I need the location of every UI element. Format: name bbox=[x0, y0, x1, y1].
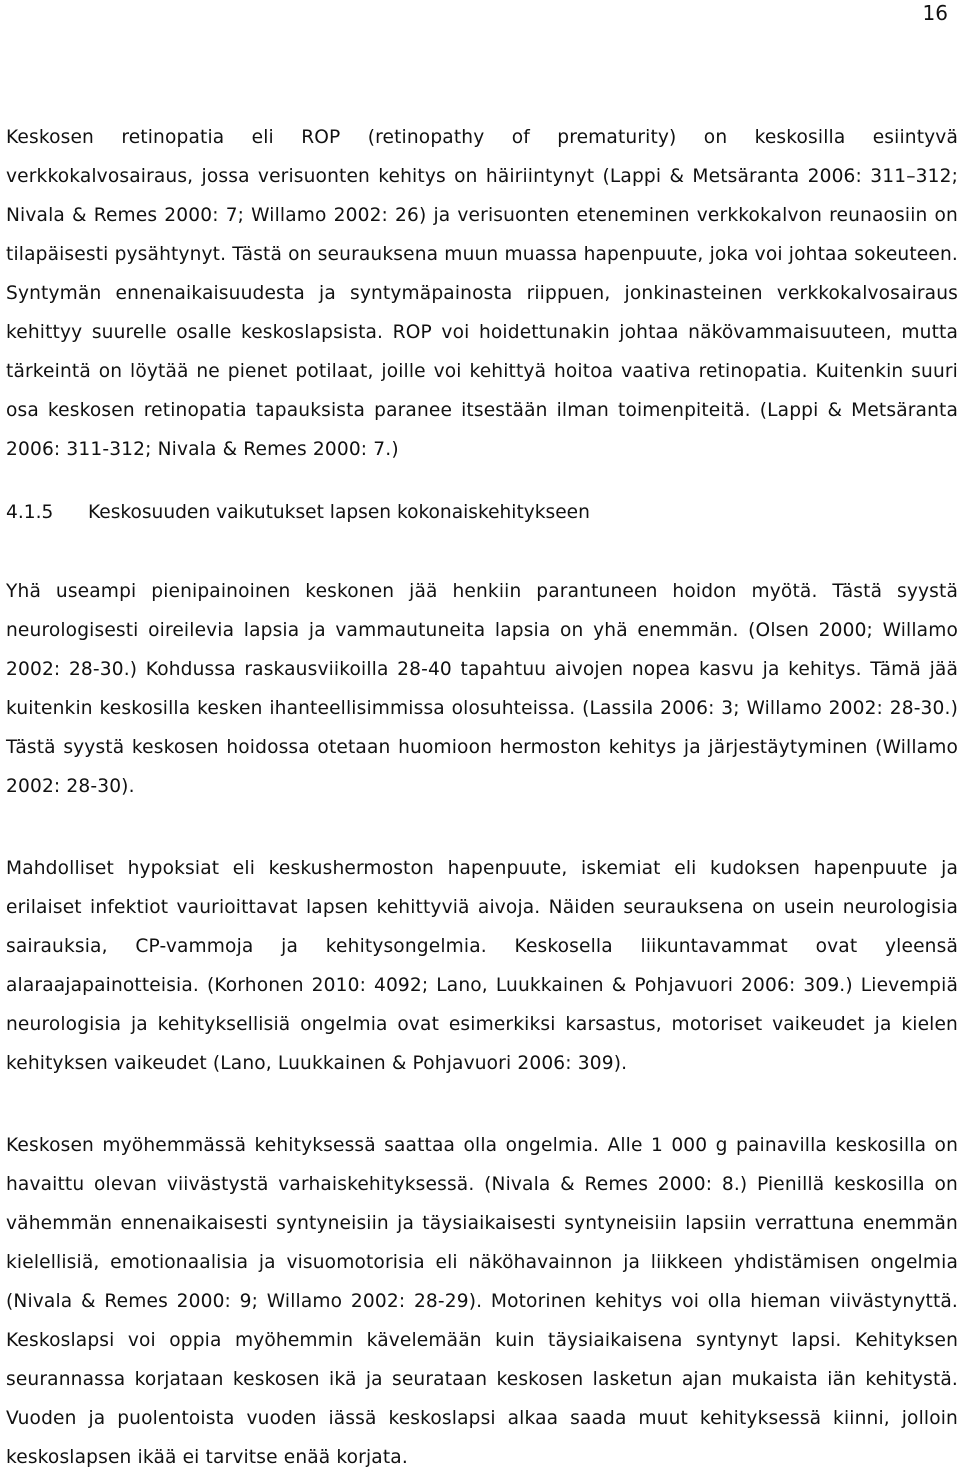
spacer bbox=[6, 532, 958, 572]
spacer bbox=[6, 469, 958, 493]
section-heading bbox=[6, 493, 958, 532]
page-number: 16 bbox=[922, 1, 948, 25]
spacer bbox=[6, 806, 958, 849]
page-content bbox=[6, 118, 958, 1477]
paragraph-rop: Keskosen retinopatia eli ROP (retinopathy of prematurity) on keskosilla esiintyvä verkkokalvosairaus, jossa verisuonten kehitys on häiriintynyt (Lappi & Metsäranta 2006: 311–312; Nivala & Remes 2000: 7; Willamo 2002: 26) ja verisuonten eteneminen verkkokalvon reunaosiin on tilapäisesti pysähtynyt. Tästä on seurauksena muun muassa hapenpuute, joka voi johtaa sokeuteen. Syntymän ennenaikaisuudesta ja syntymäpainosta riippuen, jonkinasteinen verkkokalvosairaus kehittyy suurelle osalle keskoslapsista. ROP voi hoidettunakin johtaa näkövammaisuuteen, mutta tärkeintä on löytää ne pienet potilaat, joille voi kehittyä hoitoa vaativa retinopatia. Kuitenkin suuri osa keskosen retinopatia tapauksista paranee itsestään ilman toimenpiteitä. (Lappi & Metsäranta 2006: 311-312; Nivala & Remes 2000: 7.) bbox=[6, 127, 958, 460]
paragraph-hypoxia: Mahdolliset hypoksiat eli keskushermoston hapenpuute, iskemiat eli kudoksen hapenpuute ja erilaiset infektiot vaurioittavat lapsen kehittyviä aivoja. Näiden seurauksena on usein neurologisia sairauksia, CP-vammoja ja kehitysongelmia. Keskosella liikuntavammat ovat yleensä alaraajapainotteisia. (Korhonen 2010: 4092; Lano, Luukkainen & Pohjavuori 2006: 309.) Lievempiä neurologisia ja kehityksellisiä ongelmia ovat esimerkiksi karsastus, motoriset vaikeudet ja kielen kehityksen vaikeudet (Lano, Luukkainen & Pohjavuori 2006: 309). bbox=[6, 858, 958, 1074]
paragraph-later-development: Keskosen myöhemmässä kehityksessä saattaa olla ongelmia. Alle 1 000 g painavilla keskosilla on havaittu olevan viivästystä varhaiskehityksessä. (Nivala & Remes 2000: 8.) Pienillä keskosilla on vähemmän ennenaikaisesti syntyneisiin ja täysiaikaisesti syntyneisiin lapsiin verrattuna enemmän kielellisiä, emotionaalisia ja visuomotorisia eli näköhavainnon ja liikkeen yhdistämisen ongelmia (Nivala & Remes 2000: 9; Willamo 2002: 28-29). Motorinen kehitys voi olla hieman viivästynyttä. Keskoslapsi voi oppia myöhemmin kävelemään kuin täysiaikaisena syntynyt lapsi. Kehityksen seurannassa korjataan keskosen ikä ja seurataan keskosen lasketun ajan mukaista iän kehitystä. Vuoden ja puolentoista vuoden iässä keskoslapsi alkaa saada muut kehityksessä kiinni, jolloin keskoslapsen ikää ei tarvitse enää korjata. bbox=[6, 1135, 958, 1468]
paragraph-neurological: Yhä useampi pienipainoinen keskonen jää henkiin parantuneen hoidon myötä. Tästä syystä neurologisesti oireilevia lapsia ja vammautuneita lapsia on yhä enemmän. (Olsen 2000; Willamo 2002: 28-30.) Kohdussa raskausviikoilla 28-40 tapahtuu aivojen nopea kasvu ja kehitys. Tämä jää kuitenkin keskosilla kesken ihanteellisimmissa olosuhteissa. (Lassila 2006: 3; Willamo 2002: 28-30.) Tästä syystä keskosen hoidossa otetaan huomioon hermoston kehitys ja järjestäytyminen (Willamo 2002: 28-30). bbox=[6, 581, 958, 797]
section-number: 4.1.5 bbox=[6, 502, 54, 523]
spacer bbox=[6, 1083, 958, 1126]
section-title: Keskosuuden vaikutukset lapsen kokonaiskehitykseen bbox=[88, 502, 590, 523]
